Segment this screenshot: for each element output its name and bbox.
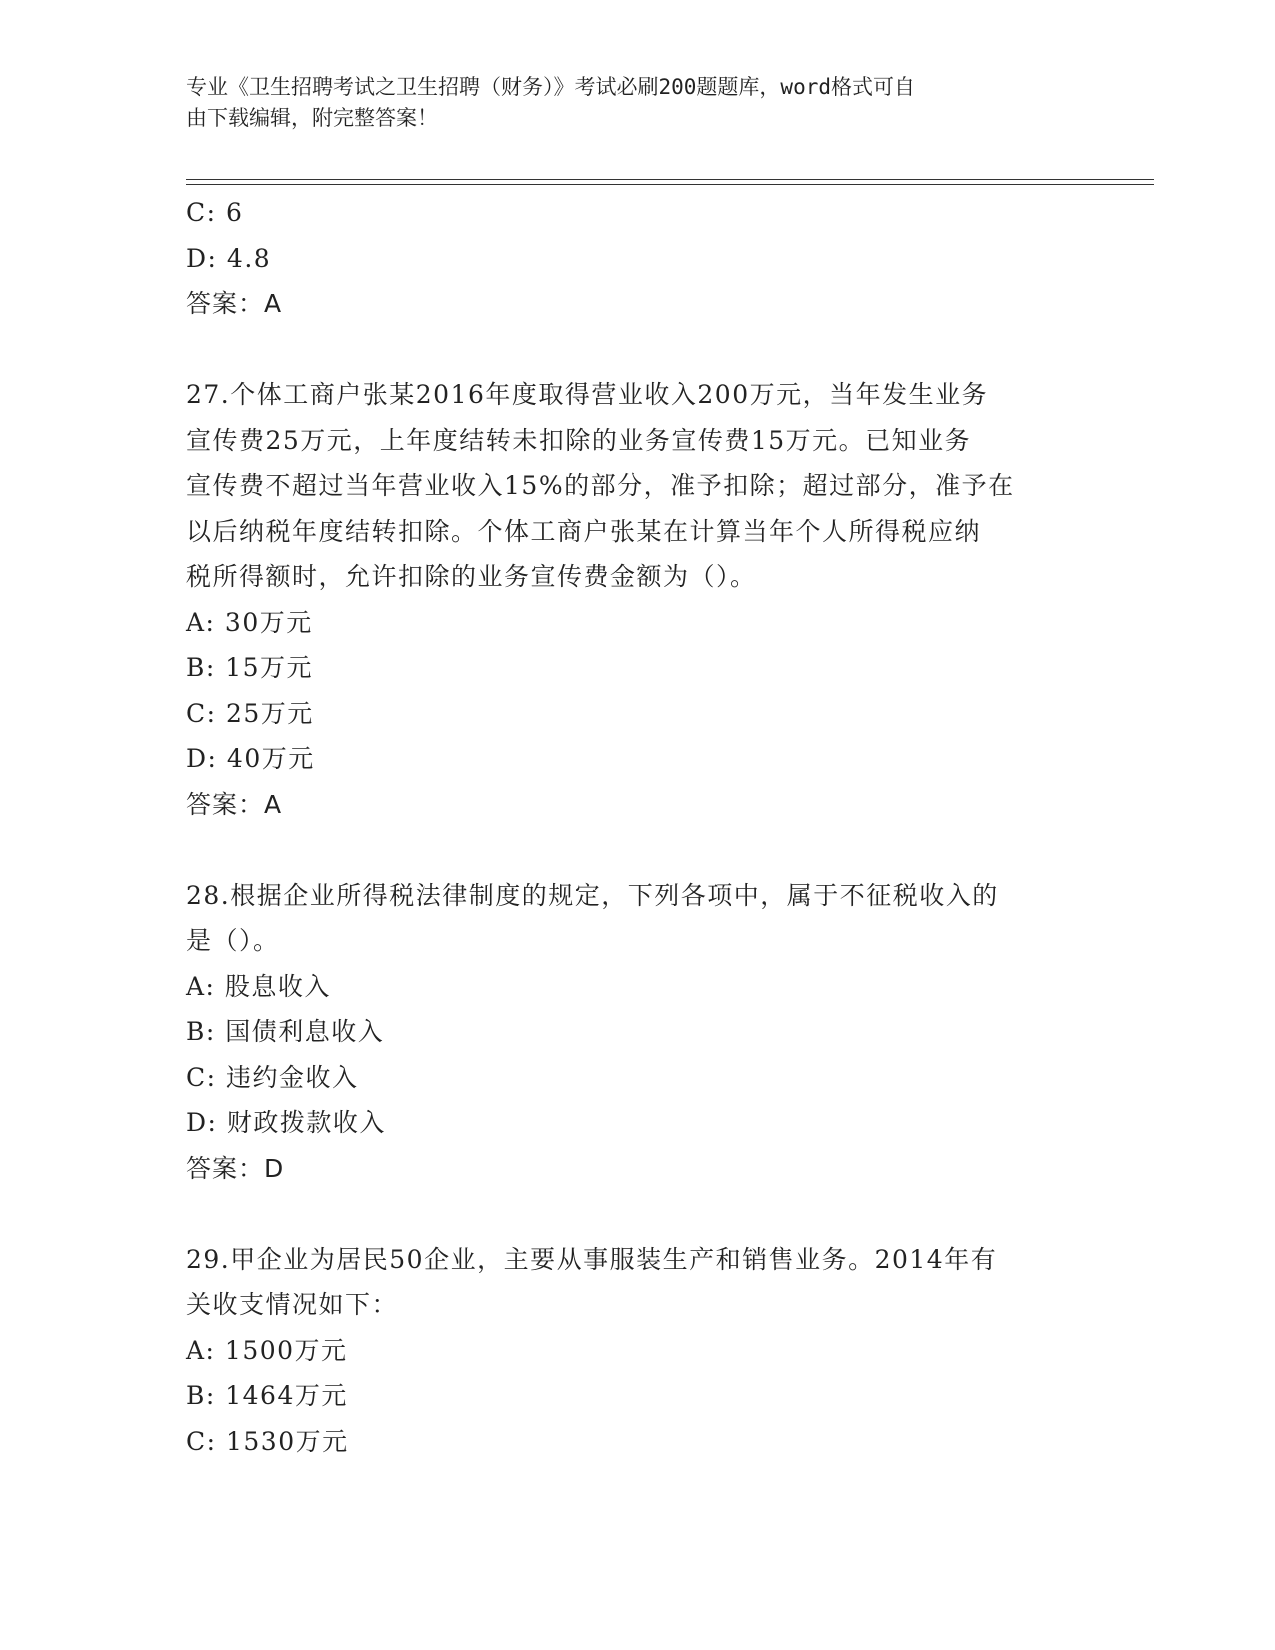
question-text-line: 税所得额时，允许扣除的业务宣传费金额为（）。 xyxy=(186,562,757,591)
header-divider-top xyxy=(186,179,1154,180)
answer: 答案：A xyxy=(186,789,283,819)
document-header xyxy=(186,72,1066,134)
question-29 xyxy=(186,1237,1086,1465)
question-text-line: 28.根据企业所得税法律制度的规定，下列各项中，属于不征税收入的 xyxy=(186,880,999,910)
answer: 答案：D xyxy=(186,1153,285,1183)
spacer xyxy=(186,327,1086,373)
option-b: B: 15万元 xyxy=(186,653,314,682)
question-text-line: 宣传费25万元，上年度结转未扣除的业务宣传费15万元。已知业务 xyxy=(186,425,972,455)
question-text-line: 是（）。 xyxy=(186,926,280,955)
option-d: D: 4.8 xyxy=(186,243,272,273)
option-c: C: 6 xyxy=(186,198,244,227)
prev-question xyxy=(186,190,1086,327)
question-text-line: 以后纳税年度结转扣除。个体工商户张某在计算当年个人所得税应纳 xyxy=(186,516,982,546)
option-d: D: 40万元 xyxy=(186,744,315,773)
option-c: C: 1530万元 xyxy=(186,1426,349,1456)
option-a: A: 30万元 xyxy=(186,607,313,637)
header-line-1: 专业《卫生招聘考试之卫生招聘（财务）》考试必刷200题题库，word格式可自 xyxy=(186,75,915,99)
option-a: A: 1500万元 xyxy=(186,1335,348,1365)
spacer xyxy=(186,1191,1086,1237)
answer: 答案：A xyxy=(186,289,283,318)
question-text-line: 关收支情况如下： xyxy=(186,1290,399,1319)
option-b: B: 国债利息收入 xyxy=(186,1017,385,1046)
question-text-line: 27.个体工商户张某2016年度取得营业收入200万元，当年发生业务 xyxy=(186,380,989,409)
spacer xyxy=(186,827,1086,873)
document-body xyxy=(186,190,1086,1464)
header-line-2: 由下载编辑，附完整答案！ xyxy=(186,106,438,130)
option-c: C: 违约金收入 xyxy=(186,1062,359,1092)
question-text-line: 29.甲企业为居民50企业，主要从事服装生产和销售业务。2014年有 xyxy=(186,1244,998,1274)
option-d: D: 财政拨款收入 xyxy=(186,1108,386,1137)
option-c: C: 25万元 xyxy=(186,698,314,728)
option-a: A: 股息收入 xyxy=(186,971,331,1001)
question-text-line: 宣传费不超过当年营业收入15%的部分，准予扣除；超过部分，准予在 xyxy=(186,471,1015,500)
question-27 xyxy=(186,372,1086,827)
question-28 xyxy=(186,873,1086,1192)
header-divider-bottom xyxy=(186,184,1154,185)
option-b: B: 1464万元 xyxy=(186,1381,348,1410)
